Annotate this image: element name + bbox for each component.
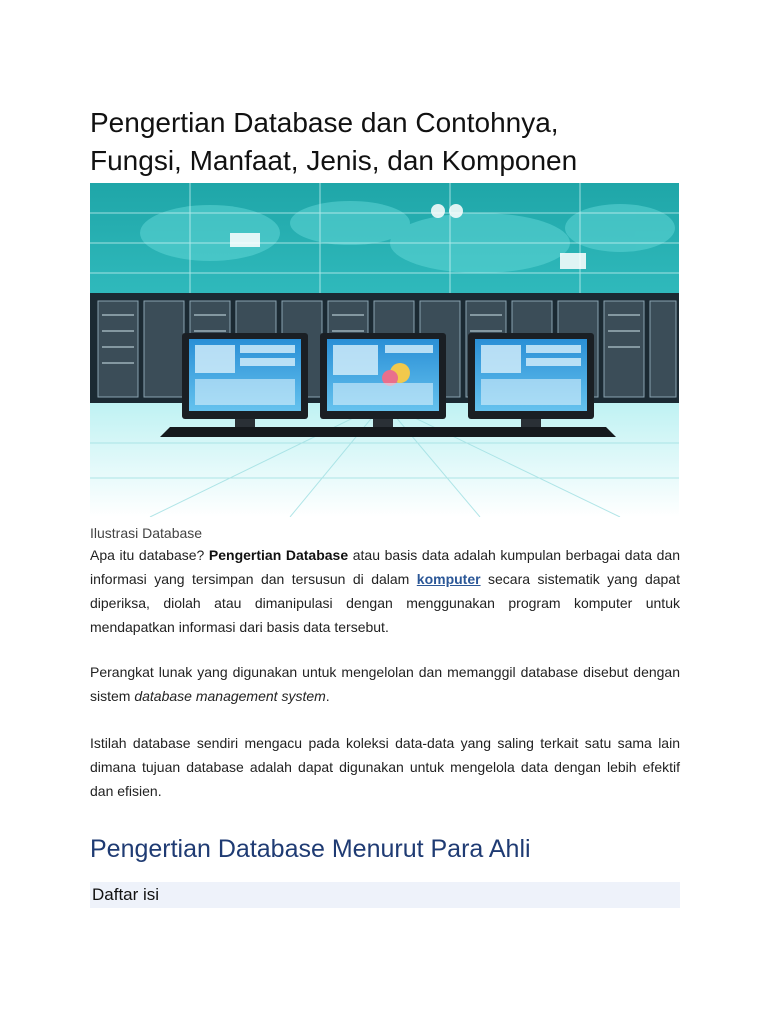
p2-tail: . [325,688,330,704]
p1-lead: Apa itu database? [90,547,209,563]
image-caption: Ilustrasi Database [90,525,203,541]
database-illustration-image [90,183,679,517]
paragraph-dbms [90,660,680,708]
p1-tail: secara sistematik yang dapat diperiksa, diolah atau dimanipulasi dengan menggunakan program komputer untuk mendapatkan informasi dari basis data tersebut. [90,571,680,635]
p2-lead: Perangkat lunak yang digunakan untuk mengelolan dan memanggil database disebut dengan sistem [90,664,680,704]
p1-bold-term: Pengertian Database [208,547,349,563]
table-of-contents-toggle[interactable]: Daftar isi [90,882,680,908]
p2-italic-term: database management system [134,688,326,704]
link-komputer[interactable]: komputer [416,571,481,587]
title-line-1: Pengertian Database dan Contohnya, [90,107,559,138]
p1-mid: atau basis data adalah kumpulan berbagai data dan informasi yang tersimpan dan tersusun di dalam [90,547,680,587]
paragraph-istilah: Istilah database sendiri mengacu pada koleksi data-data yang saling terkait satu sama lain dimana tujuan database adalah dapat digunakan untuk mengelola data dengan lebih efektif dan efisien. [90,735,680,799]
section-heading: Pengertian Database Menurut Para Ahli [90,835,531,863]
title-line-2: Fungsi, Manfaat, Jenis, dan Komponen [90,145,578,176]
paragraph-definition [90,543,680,639]
article-title [90,104,680,180]
